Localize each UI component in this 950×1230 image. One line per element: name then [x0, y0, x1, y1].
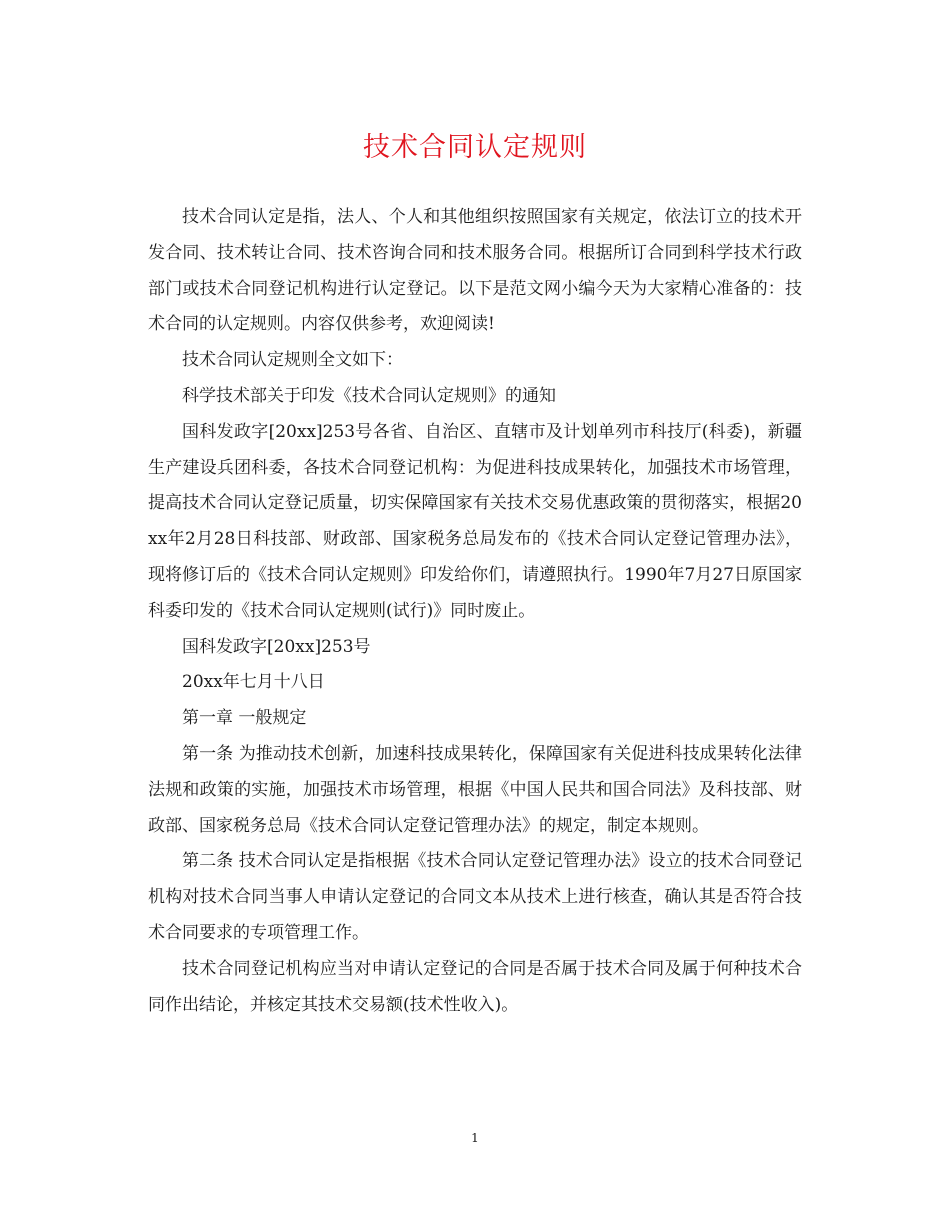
paragraph-article-2: 第二条 技术合同认定是指根据《技术合同认定登记管理办法》设立的技术合同登记机构对技术合同当事人申请认定登记的合同文本从技术上进行核查，确认其是否符合技术合同要求的专项管理工作。 — [148, 851, 802, 943]
paragraph-intro: 技术合同认定是指，法人、个人和其他组织按照国家有关规定，依法订立的技术开发合同、技术转让合同、技术咨询合同和技术服务合同。根据所订合同到科学技术行政部门或技术合同登记机构进行认定登记。以下是范文网小编今天为大家精心准备的：技术合同的认定规则。内容仅供参考，欢迎阅读! — [148, 207, 802, 335]
paragraph-chapter-heading: 第一章 一般规定 — [182, 708, 307, 729]
paragraph-doc-number: 国科发政字[20xx]253号 — [182, 636, 371, 657]
page-number: 1 — [471, 1131, 479, 1145]
paragraph-notice-title: 科学技术部关于印发《技术合同认定规则》的通知 — [182, 385, 556, 406]
paragraph-notice-body: 国科发政字[20xx]253号各省、自治区、直辖市及计划单列市科技厅(科委)，新疆生产建设兵团科委，各技术合同登记机构：为促进科技成果转化，加强技术市场管理，提高技术合同认定登记质量，切实保障国家有关技术交易优惠政策的贯彻落实，根据20xx年2月28日科技部、财政部、国家税务总局发布的《技术合同认定登记管理办法》，现将修订后的《技术合同认定规则》印发给你们，请遵照执行。1990年7月27日原国家科委印发的《技术合同认定规则(试行)》同时废止。 — [148, 421, 802, 621]
document-title: 技术合同认定规则 — [363, 132, 587, 163]
paragraph-fulltext-heading: 技术合同认定规则全文如下： — [182, 350, 403, 371]
paragraph-article-1: 第一条 为推动技术创新，加速科技成果转化，保障国家有关促进科技成果转化法律法规和政策的实施，加强技术市场管理，根据《中国人民共和国合同法》及科技部、财政部、国家税务总局《技术合同认定登记管理办法》的规定，制定本规则。 — [148, 743, 802, 836]
document-body — [148, 200, 802, 1023]
paragraph-date: 20xx年七月十八日 — [182, 672, 325, 693]
paragraph-article-2-continued: 技术合同登记机构应当对申请认定登记的合同是否属于技术合同及属于何种技术合同作出结论，并核定其技术交易额(技术性收入)。 — [148, 958, 802, 1015]
